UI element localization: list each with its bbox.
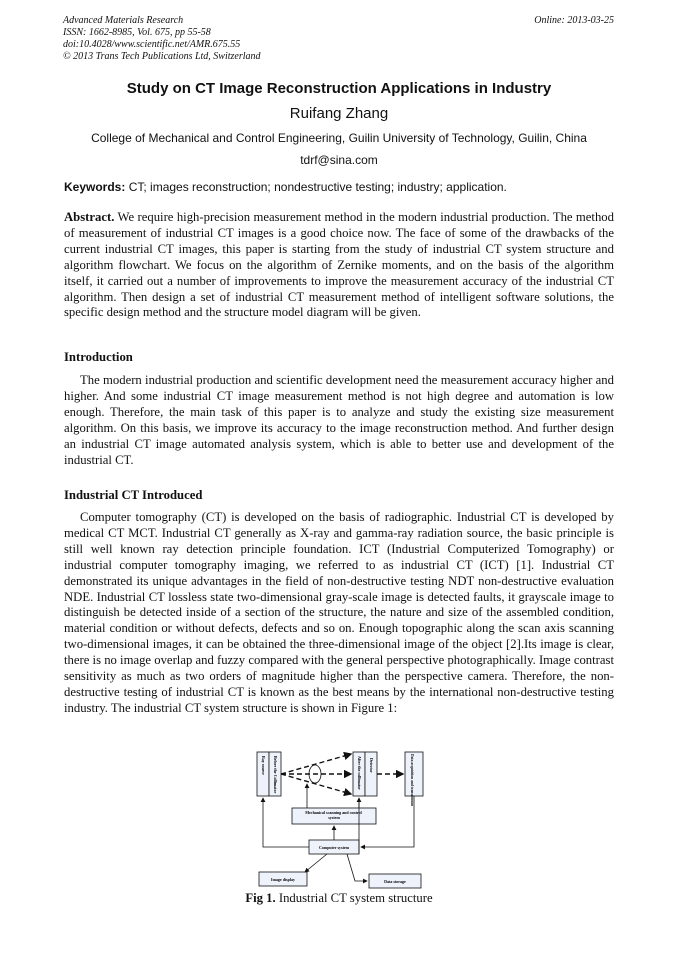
affiliation: College of Mechanical and Control Engineering, Guilin University of Technology, Guilin, China <box>91 131 587 145</box>
beam-upper <box>281 754 351 774</box>
online-date: Online: 2013-03-25 <box>534 15 614 26</box>
abstract <box>64 210 614 321</box>
computer-to-display-arrow <box>305 854 327 872</box>
figure-caption <box>0 891 678 906</box>
ct-section-paragraph <box>64 510 614 717</box>
keywords-label: Keywords: <box>64 180 126 194</box>
detector-label: Detector <box>369 758 374 773</box>
ct-section-heading: Industrial CT Introduced <box>64 488 203 502</box>
figure-caption-label: Fig 1. <box>245 891 276 905</box>
figure-caption-text: Industrial CT system structure <box>278 891 433 905</box>
data-storage-label: Data storage <box>384 879 406 884</box>
collimator-before-label: Before the Collimator <box>273 756 278 794</box>
author-name: Ruifang Zhang <box>289 105 389 122</box>
collimator-after-label: After the collimator <box>357 756 362 790</box>
keywords <box>64 180 507 194</box>
keywords-text: CT; images reconstruction; nondestructive testing; industry; application. <box>128 180 507 194</box>
issn: ISSN: 1662-8985, Vol. 675, pp 55-58 <box>63 27 211 38</box>
computer-label: Computer system <box>318 845 350 850</box>
copyright: © 2013 Trans Tech Publications Ltd, Switzerland <box>63 51 261 62</box>
abstract-text: We require high-precision measurement method in the modern industrial production. The method of measurement of industrial CT images is a good choice now. The face of some of the drawbacks of the current industrial CT images, this paper is starting from the study of industrial CT system structure and algorithm flowchart. We focus on the algorithm of Zernike moments, and on the basis of the algorithm itself, it carried out a number of improvements to improve the measurement accuracy of the industrial CT algorithm. Then design a set of industrial CT measurement method of intelligent software solutions, the specific design method and the structure model diagram will be given. <box>64 210 614 320</box>
introduction-paragraph <box>64 373 614 468</box>
abstract-label: Abstract. <box>64 210 115 224</box>
image-display-label: Image display <box>271 877 295 882</box>
introduction-heading: Introduction <box>64 350 133 364</box>
author-email[interactable]: tdrf@sina.com <box>300 153 378 167</box>
ct-section-text: Computer tomography (CT) is developed on the basis of radiographic. Industrial CT is developed by medical CT MCT. Industrial CT generally as X-ray and gamma-ray radiation source, the basic principle is still well known ray detection principle foundation. ICT (Industrial Computerized Tomography) or industrial computer tomography imaging, we referred to as industrial CT (ICT) [1]. Industrial CT demonstrated its unique advantages in the field of non-destructive testing NDT non-destructive evaluation NDE. Industrial CT lossless state two-dimensional gray-scale image is detected faults, it grayscale image to distinguish be detected inside of a section of the structure, the nature and size of the assembled condition, material condition or without defects, defects and so on. Enough topographic along the scan axis scanning two-dimensional images, it can be obtained the three-dimensional image of the object [2].Its image is clear, there is no image overlap and fuzzy compared with the general perspective photographically. Image contrast sensitivity as much as two orders of magnitude higher than the perspective camera. Therefore, the non-destructive testing of industrial CT is known as the best means by the international non-destructive testing industry. The industrial CT system structure is shown in Figure 1: <box>64 510 614 715</box>
journal-name: Advanced Materials Research <box>63 15 184 26</box>
ct-system-diagram <box>247 744 437 894</box>
introduction-text: The modern industrial production and scientific development need the measurement accuracy higher and higher. And some industrial CT image measurement method is not high degree and automation is low enough. Therefore, the main task of this paper is to analyze and study the existing size measurement algorithm. On this basis, we improve its accuracy to the image reconstruction method. And further design an industrial CT image automated analysis system, which is able to better use and development of the industrial CT. <box>64 373 614 467</box>
journal-header <box>63 15 261 63</box>
paper-title: Study on CT Image Reconstruction Applications in Industry <box>126 80 552 97</box>
beam-lower <box>281 774 351 794</box>
doi: doi:10.4028/www.scientific.net/AMR.675.55 <box>63 39 241 50</box>
computer-to-storage-arrow <box>347 854 367 881</box>
mechanical-label: Mechanical scanning and control system <box>305 810 362 820</box>
ray-source-label: Ray source <box>261 756 266 775</box>
data-acquisition-label: Data acquisition and transmission <box>410 754 414 807</box>
